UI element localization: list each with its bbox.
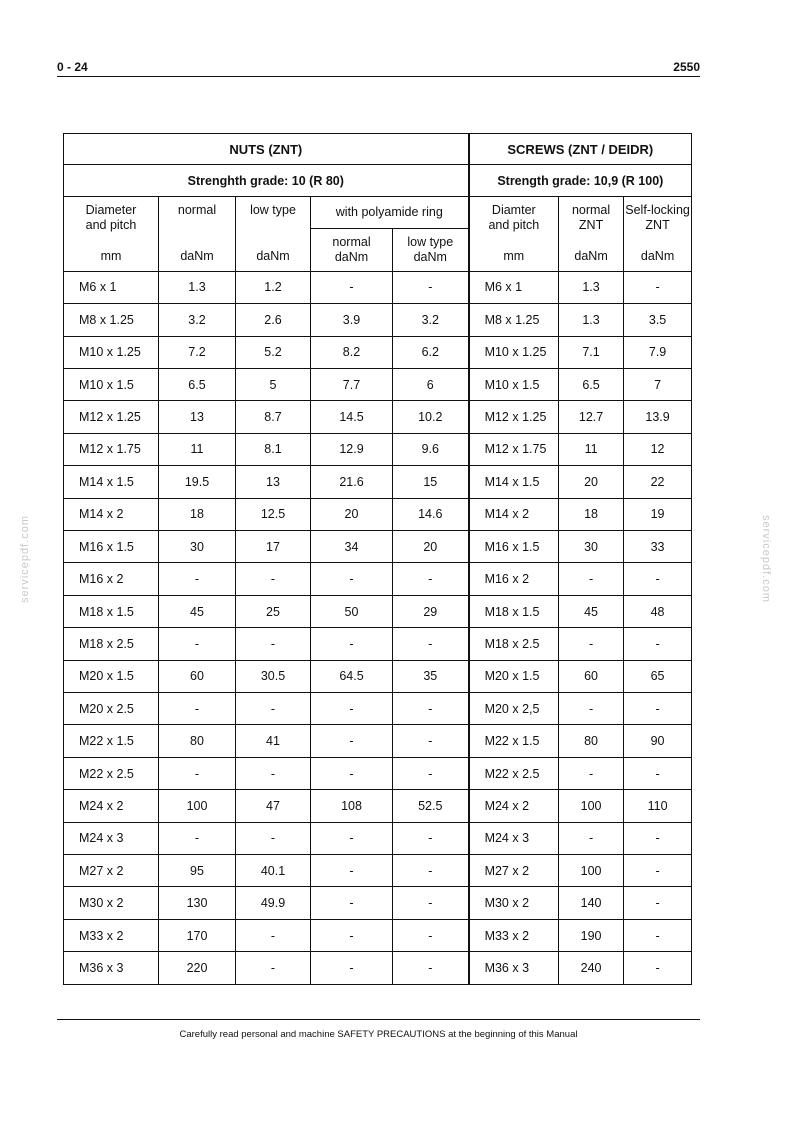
poly-normal-cell: 7.7 bbox=[311, 368, 393, 400]
nut-size-cell: M14 x 2 bbox=[64, 498, 159, 530]
poly-lowtype-cell: 6 bbox=[393, 368, 469, 400]
nut-size-cell: M22 x 1.5 bbox=[64, 725, 159, 757]
table-row bbox=[64, 757, 692, 789]
screw-size-cell: M22 x 2.5 bbox=[469, 757, 559, 789]
poly-normal-header: normal daNm bbox=[311, 229, 393, 272]
nut-lowtype-cell: - bbox=[236, 693, 311, 725]
poly-normal-cell: 14.5 bbox=[311, 401, 393, 433]
poly-lowtype-cell: - bbox=[393, 271, 469, 303]
screw-size-cell: M33 x 2 bbox=[469, 919, 559, 951]
nut-normal-cell: 220 bbox=[159, 952, 236, 985]
table-row bbox=[64, 822, 692, 854]
poly-lowtype-cell: 35 bbox=[393, 660, 469, 692]
nuts-grade: Strenghth grade: 10 (R 80) bbox=[64, 165, 469, 196]
nut-size-cell: M18 x 2.5 bbox=[64, 628, 159, 660]
poly-lowtype-cell: 52.5 bbox=[393, 790, 469, 822]
poly-normal-cell: - bbox=[311, 952, 393, 985]
poly-normal-cell: 21.6 bbox=[311, 466, 393, 498]
poly-lowtype-cell: - bbox=[393, 628, 469, 660]
screw-normal-cell: 45 bbox=[559, 595, 624, 627]
table-row bbox=[64, 595, 692, 627]
nut-lowtype-cell: - bbox=[236, 628, 311, 660]
screw-normal-cell: 80 bbox=[559, 725, 624, 757]
table-row bbox=[64, 304, 692, 336]
nut-normal-cell: 130 bbox=[159, 887, 236, 919]
page-footer bbox=[57, 1019, 700, 1040]
poly-lowtype-cell: 29 bbox=[393, 595, 469, 627]
nut-size-cell: M22 x 2.5 bbox=[64, 757, 159, 789]
screw-size-cell: M27 x 2 bbox=[469, 855, 559, 887]
nut-normal-cell: 6.5 bbox=[159, 368, 236, 400]
nut-size-cell: M36 x 3 bbox=[64, 952, 159, 985]
nuts-normal-header: normal daNm bbox=[159, 196, 236, 271]
nut-lowtype-cell: 47 bbox=[236, 790, 311, 822]
poly-lowtype-cell: - bbox=[393, 919, 469, 951]
nut-lowtype-cell: 8.7 bbox=[236, 401, 311, 433]
nut-normal-cell: 1.3 bbox=[159, 271, 236, 303]
nut-size-cell: M12 x 1.75 bbox=[64, 433, 159, 465]
nut-size-cell: M18 x 1.5 bbox=[64, 595, 159, 627]
table-row bbox=[64, 887, 692, 919]
screw-size-cell: M24 x 3 bbox=[469, 822, 559, 854]
table-row bbox=[64, 466, 692, 498]
unit-danm: daNm bbox=[180, 248, 214, 263]
poly-lowtype-cell: - bbox=[393, 855, 469, 887]
poly-normal-cell: - bbox=[311, 757, 393, 789]
poly-lowtype-cell: - bbox=[393, 693, 469, 725]
nut-lowtype-cell: 25 bbox=[236, 595, 311, 627]
screw-normal-cell: 7.1 bbox=[559, 336, 624, 368]
screw-selflock-cell: - bbox=[624, 757, 692, 789]
poly-lowtype-cell: 14.6 bbox=[393, 498, 469, 530]
nut-normal-cell: - bbox=[159, 693, 236, 725]
screw-selflock-cell: 7.9 bbox=[624, 336, 692, 368]
screw-normal-cell: - bbox=[559, 563, 624, 595]
model-number: 2550 bbox=[673, 60, 700, 74]
screw-size-cell: M10 x 1.5 bbox=[469, 368, 559, 400]
poly-normal-cell: - bbox=[311, 725, 393, 757]
screw-size-cell: M20 x 1.5 bbox=[469, 660, 559, 692]
table-row bbox=[64, 628, 692, 660]
nuts-title: NUTS (ZNT) bbox=[64, 134, 469, 165]
watermark-left: servicepdf.com bbox=[19, 515, 31, 603]
poly-lowtype-cell: 15 bbox=[393, 466, 469, 498]
screw-selflock-cell: 7 bbox=[624, 368, 692, 400]
nut-lowtype-cell: - bbox=[236, 563, 311, 595]
nut-size-cell: M10 x 1.5 bbox=[64, 368, 159, 400]
polyamide-header: with polyamide ring bbox=[311, 196, 469, 228]
screw-selflock-cell: - bbox=[624, 563, 692, 595]
screw-normal-cell: 190 bbox=[559, 919, 624, 951]
nut-normal-cell: 11 bbox=[159, 433, 236, 465]
nut-size-cell: M6 x 1 bbox=[64, 271, 159, 303]
screw-selflock-cell: 33 bbox=[624, 530, 692, 562]
poly-lowtype-cell: 20 bbox=[393, 530, 469, 562]
unit-danm: daNm bbox=[640, 248, 675, 263]
screw-normal-cell: 20 bbox=[559, 466, 624, 498]
poly-lowtype-cell: 9.6 bbox=[393, 433, 469, 465]
nut-normal-cell: 30 bbox=[159, 530, 236, 562]
page-header bbox=[57, 60, 700, 77]
screw-size-cell: M18 x 2.5 bbox=[469, 628, 559, 660]
nut-lowtype-cell: 41 bbox=[236, 725, 311, 757]
poly-lowtype-cell: 10.2 bbox=[393, 401, 469, 433]
table-row bbox=[64, 530, 692, 562]
screw-normal-cell: - bbox=[559, 693, 624, 725]
nut-size-cell: M12 x 1.25 bbox=[64, 401, 159, 433]
nut-normal-cell: 7.2 bbox=[159, 336, 236, 368]
screw-size-cell: M20 x 2,5 bbox=[469, 693, 559, 725]
nut-normal-cell: 13 bbox=[159, 401, 236, 433]
nut-normal-cell: - bbox=[159, 822, 236, 854]
poly-normal-cell: 50 bbox=[311, 595, 393, 627]
table-row bbox=[64, 919, 692, 951]
poly-lowtype-cell: - bbox=[393, 822, 469, 854]
poly-normal-cell: - bbox=[311, 822, 393, 854]
screw-selflock-cell: 12 bbox=[624, 433, 692, 465]
screw-size-cell: M18 x 1.5 bbox=[469, 595, 559, 627]
table-row bbox=[64, 401, 692, 433]
nut-lowtype-cell: 49.9 bbox=[236, 887, 311, 919]
screw-normal-cell: 18 bbox=[559, 498, 624, 530]
nut-lowtype-cell: 13 bbox=[236, 466, 311, 498]
screws-selflock-header: Self-locking ZNT daNm bbox=[624, 196, 692, 271]
screw-size-cell: M8 x 1.25 bbox=[469, 304, 559, 336]
poly-normal-cell: 8.2 bbox=[311, 336, 393, 368]
screw-size-cell: M16 x 2 bbox=[469, 563, 559, 595]
screw-selflock-cell: 3.5 bbox=[624, 304, 692, 336]
table-row bbox=[64, 725, 692, 757]
poly-normal-cell: - bbox=[311, 919, 393, 951]
table-row bbox=[64, 952, 692, 985]
screw-selflock-cell: 19 bbox=[624, 498, 692, 530]
nut-size-cell: M27 x 2 bbox=[64, 855, 159, 887]
screw-selflock-cell: - bbox=[624, 952, 692, 985]
poly-normal-cell: - bbox=[311, 628, 393, 660]
poly-lowtype-header: low type daNm bbox=[393, 229, 469, 272]
table-row bbox=[64, 498, 692, 530]
screw-size-cell: M10 x 1.25 bbox=[469, 336, 559, 368]
nut-normal-cell: 100 bbox=[159, 790, 236, 822]
nut-lowtype-cell: - bbox=[236, 919, 311, 951]
screw-selflock-cell: 90 bbox=[624, 725, 692, 757]
watermark-right: servicepdf.com bbox=[760, 515, 772, 603]
screw-size-cell: M14 x 2 bbox=[469, 498, 559, 530]
nut-size-cell: M24 x 3 bbox=[64, 822, 159, 854]
screw-size-cell: M12 x 1.25 bbox=[469, 401, 559, 433]
nut-size-cell: M10 x 1.25 bbox=[64, 336, 159, 368]
screw-size-cell: M24 x 2 bbox=[469, 790, 559, 822]
screw-size-cell: M30 x 2 bbox=[469, 887, 559, 919]
poly-normal-cell: - bbox=[311, 855, 393, 887]
nut-normal-cell: - bbox=[159, 628, 236, 660]
nut-size-cell: M16 x 1.5 bbox=[64, 530, 159, 562]
screw-normal-cell: - bbox=[559, 757, 624, 789]
table-row bbox=[64, 790, 692, 822]
nut-normal-cell: - bbox=[159, 563, 236, 595]
poly-lowtype-cell: 3.2 bbox=[393, 304, 469, 336]
screw-size-cell: M16 x 1.5 bbox=[469, 530, 559, 562]
nut-lowtype-cell: 5 bbox=[236, 368, 311, 400]
poly-lowtype-cell: - bbox=[393, 563, 469, 595]
nut-lowtype-cell: - bbox=[236, 757, 311, 789]
nut-lowtype-cell: 8.1 bbox=[236, 433, 311, 465]
screw-selflock-cell: - bbox=[624, 693, 692, 725]
nut-size-cell: M20 x 1.5 bbox=[64, 660, 159, 692]
nut-normal-cell: 18 bbox=[159, 498, 236, 530]
screw-normal-cell: 100 bbox=[559, 855, 624, 887]
nut-normal-cell: 3.2 bbox=[159, 304, 236, 336]
poly-lowtype-cell: - bbox=[393, 887, 469, 919]
screw-normal-cell: 140 bbox=[559, 887, 624, 919]
screw-selflock-cell: 110 bbox=[624, 790, 692, 822]
poly-lowtype-cell: - bbox=[393, 757, 469, 789]
table-row bbox=[64, 693, 692, 725]
nut-lowtype-cell: 2.6 bbox=[236, 304, 311, 336]
table-row bbox=[64, 271, 692, 303]
screw-normal-cell: 60 bbox=[559, 660, 624, 692]
screw-normal-cell: 1.3 bbox=[559, 271, 624, 303]
nut-normal-cell: 80 bbox=[159, 725, 236, 757]
nut-lowtype-cell: 17 bbox=[236, 530, 311, 562]
poly-normal-cell: 108 bbox=[311, 790, 393, 822]
nut-normal-cell: 170 bbox=[159, 919, 236, 951]
nut-lowtype-cell: 12.5 bbox=[236, 498, 311, 530]
table-row bbox=[64, 563, 692, 595]
unit-danm: daNm bbox=[574, 248, 608, 263]
poly-normal-cell: 3.9 bbox=[311, 304, 393, 336]
screw-size-cell: M36 x 3 bbox=[469, 952, 559, 985]
table-row bbox=[64, 855, 692, 887]
unit-mm: mm bbox=[100, 248, 122, 263]
screw-normal-cell: 30 bbox=[559, 530, 624, 562]
screw-normal-cell: - bbox=[559, 628, 624, 660]
nut-lowtype-cell: 30.5 bbox=[236, 660, 311, 692]
screw-selflock-cell: - bbox=[624, 919, 692, 951]
screws-normal-header: normal ZNT daNm bbox=[559, 196, 624, 271]
screw-selflock-cell: - bbox=[624, 887, 692, 919]
screw-selflock-cell: - bbox=[624, 855, 692, 887]
screw-selflock-cell: - bbox=[624, 271, 692, 303]
screw-selflock-cell: 65 bbox=[624, 660, 692, 692]
nut-normal-cell: 19.5 bbox=[159, 466, 236, 498]
table-row bbox=[64, 336, 692, 368]
screw-normal-cell: 240 bbox=[559, 952, 624, 985]
poly-normal-cell: - bbox=[311, 887, 393, 919]
nut-lowtype-cell: 5.2 bbox=[236, 336, 311, 368]
nut-lowtype-cell: 40.1 bbox=[236, 855, 311, 887]
screw-selflock-cell: 48 bbox=[624, 595, 692, 627]
screw-size-cell: M12 x 1.75 bbox=[469, 433, 559, 465]
nut-lowtype-cell: 1.2 bbox=[236, 271, 311, 303]
screw-normal-cell: 11 bbox=[559, 433, 624, 465]
screw-selflock-cell: - bbox=[624, 628, 692, 660]
unit-mm: mm bbox=[503, 248, 525, 263]
nut-size-cell: M24 x 2 bbox=[64, 790, 159, 822]
screws-grade: Strength grade: 10,9 (R 100) bbox=[469, 165, 692, 196]
poly-normal-cell: 20 bbox=[311, 498, 393, 530]
unit-danm: daNm bbox=[256, 248, 290, 263]
poly-normal-cell: - bbox=[311, 271, 393, 303]
poly-normal-cell: 12.9 bbox=[311, 433, 393, 465]
nut-size-cell: M33 x 2 bbox=[64, 919, 159, 951]
nut-normal-cell: 60 bbox=[159, 660, 236, 692]
nut-size-cell: M20 x 2.5 bbox=[64, 693, 159, 725]
screw-selflock-cell: - bbox=[624, 822, 692, 854]
nut-normal-cell: 95 bbox=[159, 855, 236, 887]
table-row bbox=[64, 368, 692, 400]
nut-size-cell: M8 x 1.25 bbox=[64, 304, 159, 336]
nut-size-cell: M14 x 1.5 bbox=[64, 466, 159, 498]
screws-diameter-header: Diamter and pitch mm bbox=[469, 196, 559, 271]
table-row bbox=[64, 660, 692, 692]
screws-title: SCREWS (ZNT / DEIDR) bbox=[469, 134, 692, 165]
screw-normal-cell: 100 bbox=[559, 790, 624, 822]
poly-lowtype-cell: - bbox=[393, 952, 469, 985]
safety-notice: Carefully read personal and machine SAFETY PRECAUTIONS at the beginning of this Manual bbox=[179, 1029, 578, 1040]
table-row bbox=[64, 433, 692, 465]
nut-lowtype-cell: - bbox=[236, 952, 311, 985]
screw-normal-cell: 1.3 bbox=[559, 304, 624, 336]
nut-normal-cell: - bbox=[159, 757, 236, 789]
poly-normal-cell: - bbox=[311, 693, 393, 725]
poly-normal-cell: 64.5 bbox=[311, 660, 393, 692]
nut-normal-cell: 45 bbox=[159, 595, 236, 627]
screw-selflock-cell: 22 bbox=[624, 466, 692, 498]
poly-normal-cell: - bbox=[311, 563, 393, 595]
poly-lowtype-cell: - bbox=[393, 725, 469, 757]
screw-size-cell: M22 x 1.5 bbox=[469, 725, 559, 757]
screw-normal-cell: - bbox=[559, 822, 624, 854]
screw-size-cell: M6 x 1 bbox=[469, 271, 559, 303]
screw-normal-cell: 6.5 bbox=[559, 368, 624, 400]
nut-lowtype-cell: - bbox=[236, 822, 311, 854]
poly-lowtype-cell: 6.2 bbox=[393, 336, 469, 368]
screw-normal-cell: 12.7 bbox=[559, 401, 624, 433]
nuts-lowtype-header: low type daNm bbox=[236, 196, 311, 271]
nut-size-cell: M30 x 2 bbox=[64, 887, 159, 919]
torque-table bbox=[63, 133, 692, 985]
nut-size-cell: M16 x 2 bbox=[64, 563, 159, 595]
screw-selflock-cell: 13.9 bbox=[624, 401, 692, 433]
page-number: 0 - 24 bbox=[57, 60, 88, 74]
nuts-diameter-header: Diameter and pitch mm bbox=[64, 196, 159, 271]
screw-size-cell: M14 x 1.5 bbox=[469, 466, 559, 498]
poly-normal-cell: 34 bbox=[311, 530, 393, 562]
